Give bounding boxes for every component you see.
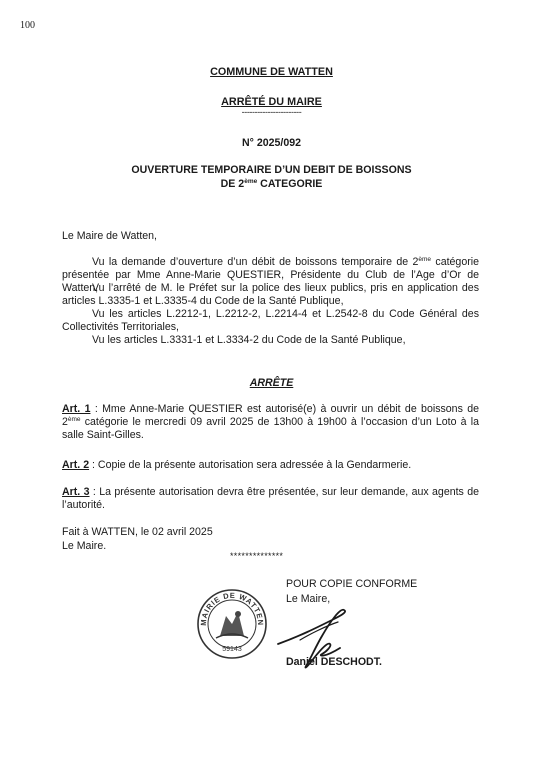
article-1: Art. 1 : Mme Anne-Marie QUESTIER est autorisé(e) à ouvrir un débit de boissons de 2ème catégorie le mercredi 09 avril 2025 de 13h00 à 19h00 à l’occasion d’un Loto à la salle Saint-Gilles. [62, 403, 479, 442]
decree-object-line1: OUVERTURE TEMPORAIRE D’UN DEBIT DE BOISSONS [131, 164, 412, 176]
decree-object-line2: DE 2ème CATEGORIE [220, 178, 323, 190]
arrete-heading: ARRÊTE [249, 377, 294, 389]
seal-top-text: MAIRIE DE WATTEN [198, 590, 266, 627]
place-and-date: Fait à WATTEN, le 02 avril 2025 [62, 526, 213, 538]
signatory-role: Le Maire. [62, 540, 107, 552]
article-3: Art. 3 : La présente autorisation devra être présentée, sur leur demande, aux agents de l’autorité. [62, 486, 479, 512]
certified-copy-label: POUR COPIE CONFORME [286, 578, 418, 590]
considering-request: Vu la demande d’ouverture d’un débit de boissons temporaire de 2ème catégorie présentée par Mme Anne-Marie QUESTIER, Présidente du Club de l’Age d’Or de Watten, [62, 256, 479, 295]
article-2: Art. 2 : Copie de la présente autorisation sera adressée à la Gendarmerie. [62, 459, 412, 471]
considering-local-code: Vu les articles L.2212-1, L.2212-2, L.2214-4 et L.2542-8 du Code Général des Collectivités Territoriales, [62, 308, 479, 334]
salutation: Le Maire de Watten, [62, 230, 157, 242]
decree-number: N° 2025/092 [241, 137, 302, 149]
mayor-label: Le Maire, [286, 593, 331, 605]
svg-text:MAIRIE DE WATTEN [199, 591, 265, 626]
decree-title: ARRÊTÉ DU MAIRE [221, 96, 322, 108]
page-number: 100 [20, 20, 35, 31]
town-hall-seal [196, 588, 268, 660]
considering-prefect-order: Vu l’arrêté de M. le Préfet sur la police des lieux publics, pris en application des articles L.3335-1 et L.3335-4 du Code de la Santé Publique, [62, 282, 479, 308]
stars-separator: ************** [230, 551, 284, 561]
title-separator: ----------------------- [241, 107, 302, 117]
mayor-name: Daniel DESCHODT. [286, 656, 382, 668]
considering-health-code: Vu les articles L.3331-1 et L.3334-2 du Code de la Santé Publique, [92, 334, 406, 346]
commune-heading: COMMUNE DE WATTEN [210, 66, 333, 78]
seal-postcode: 59143 [222, 646, 242, 653]
